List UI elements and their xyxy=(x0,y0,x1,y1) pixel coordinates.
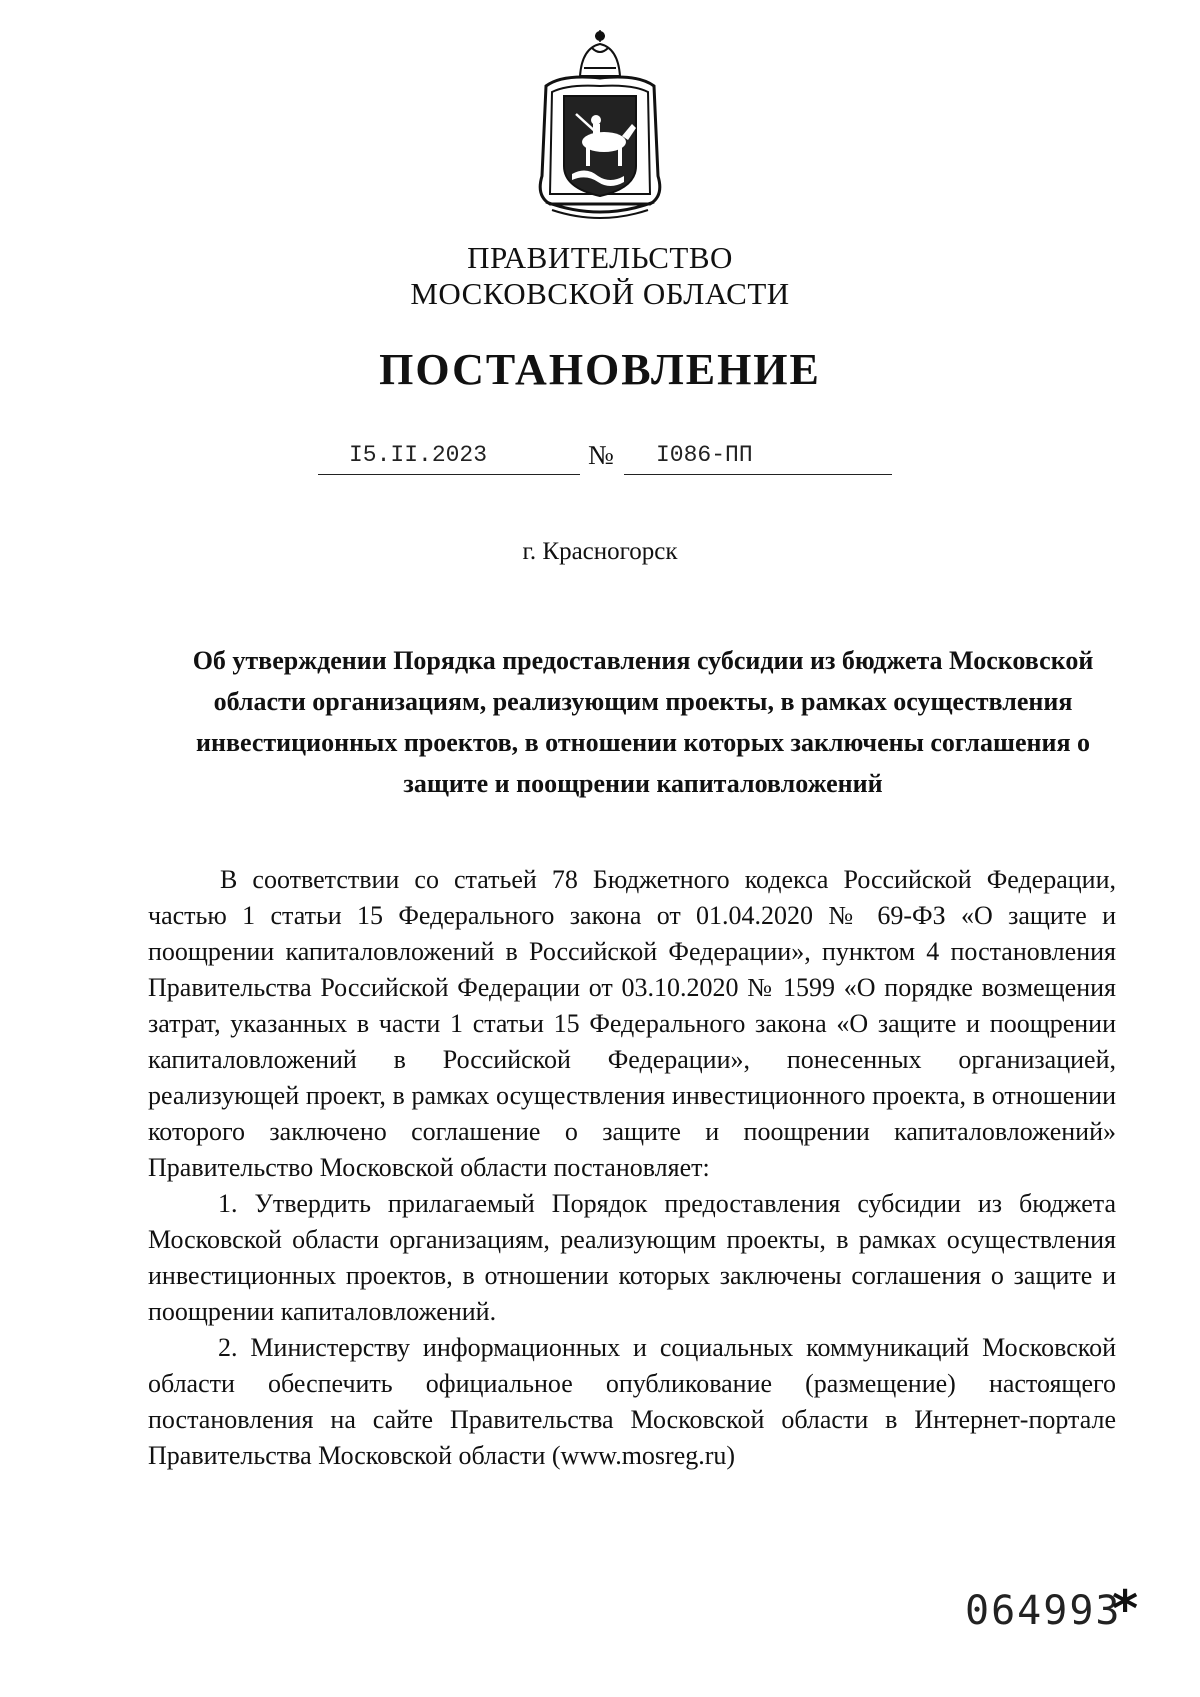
serial-mark: * xyxy=(1112,1580,1139,1638)
number-sign: № xyxy=(588,440,614,470)
document-number-field xyxy=(624,440,892,475)
form-serial-number: 064993 xyxy=(965,1588,1122,1634)
coat-of-arms-icon xyxy=(532,26,668,226)
document-subject: Об утверждении Порядка предоставления субсидии из бюджета Московской области организациям, реализующим проекты, в рамках осуществления инвестиционных проектов, в отношении которых заключены соглашения о защите и поощрении капиталовложений xyxy=(192,646,1094,798)
document-body xyxy=(148,862,1116,1474)
organization-name-line-1: ПРАВИТЕЛЬСТВО xyxy=(467,240,733,275)
item-1-paragraph: 1. Утвердить прилагаемый Порядок предоставления субсидии из бюджета Московской области организациям, реализующим проекты, в рамках осуществления инвестиционных проектов, в отношении которых заключены соглашения о защите и поощрении капиталовложений. xyxy=(148,1189,1116,1326)
item-2-paragraph: 2. Министерству информационных и социальных коммуникаций Московской области обеспечить официальное опубликование (размещение) настоящего постановления на сайте Правительства Московской области в Интернет-портале Правительства Московской области (www.mosreg.ru) xyxy=(148,1333,1116,1470)
document-date: I5.II.2023 xyxy=(349,442,488,468)
document-date-field xyxy=(318,440,580,475)
organization-name-line-2: МОСКОВСКОЙ ОБЛАСТИ xyxy=(410,276,790,311)
document-number: I086-ПП xyxy=(656,442,753,468)
document-type-title: ПОСТАНОВЛЕНИЕ xyxy=(379,345,821,394)
place-of-issue: г. Красногорск xyxy=(522,538,678,565)
preamble-paragraph: В соответствии со статьей 78 Бюджетного кодекса Российской Федерации, частью 1 статьи 15 Федерального закона от 01.04.2020 № 69-ФЗ «О защите и поощрении капиталовложений в Российской Федерации», пунктом 4 постановления Правительства Российской Федерации от 03.10.2020 № 1599 «О порядке возмещения затрат, указанных в части 1 статьи 15 Федерального закона «О защите и поощрении капиталовложений в Российской Федерации», понесенных организацией, реализующей проект, в рамках осуществления инвестиционного проекта, в отношении которого заключено соглашение о защите и поощрении капиталовложений» Правительство Московской области постановляет: xyxy=(148,865,1116,1182)
